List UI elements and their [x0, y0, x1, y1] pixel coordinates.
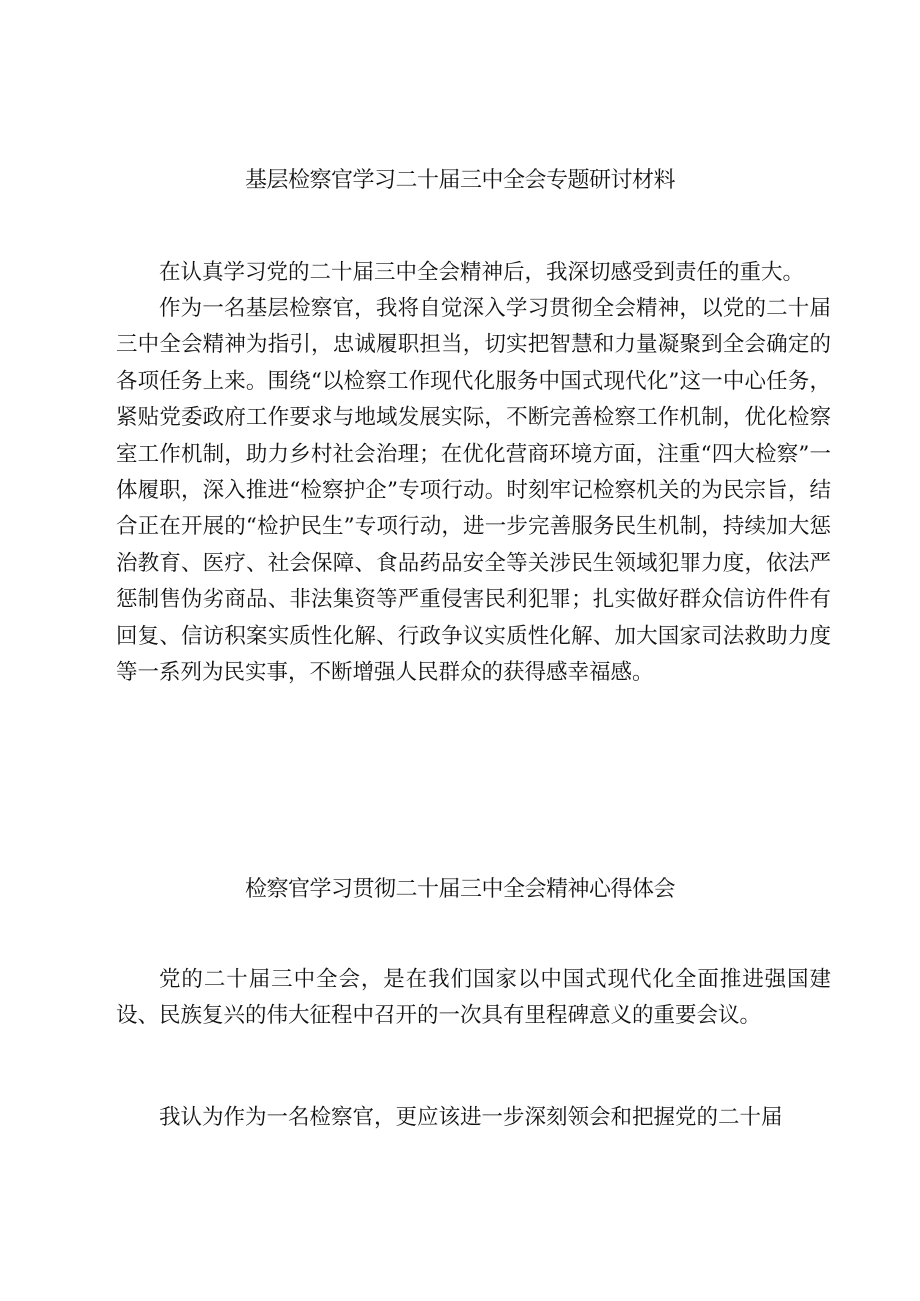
section-2-paragraph-2: 我认为作为一名检察官，更应该进一步深刻领会和把握党的二十届 — [159, 1105, 783, 1130]
section-1-title: 基层检察官学习二十届三中全会专题研讨材料 — [244, 168, 675, 193]
section-1-paragraph-2: 作为一名基层检察官，我将自觉深入学习贯彻全会精神，以党的二十届三中全会精神为指引，忠诚履职担当，切实把智慧和力量凝聚到全会确定的各项任务上来。围绕“以检察工作现代化服务中国式现代化”这一中心任务，紧贴党委政府工作要求与地域发展实际，不断完善检察工作机制，优化检察室工作机制，助力乡村社会治理；在优化营商环境方面，注重“四大检察”一体履职，深入推进“检察护企”专项行动。时刻牢记检察机关的为民宗旨，结合正在开展的“检护民生”专项行动，进一步完善服务民生机制，持续加大惩治教育、医疗、社会保障、食品药品安全等关涉民生领域犯罪力度，依法严惩制售伪劣商品、非法集资等严重侵害民利犯罪；扎实做好群众信访件件有回复、信访积案实质性化解、行政争议实质性化解、加大国家司法救助力度等一系列为民实事，不断增强人民群众的获得感幸福感。 — [116, 296, 831, 686]
section-2-title: 检察官学习贯彻二十届三中全会精神心得体会 — [244, 877, 675, 902]
section-1-paragraph-1: 在认真学习党的二十届三中全会精神后，我深切感受到责任的重大。 — [159, 260, 805, 285]
section-2-paragraph-1: 党的二十届三中全会，是在我们国家以中国式现代化全面推进强国建设、民族复兴的伟大征程中召开的一次具有里程碑意义的重要会议。 — [116, 967, 831, 1029]
